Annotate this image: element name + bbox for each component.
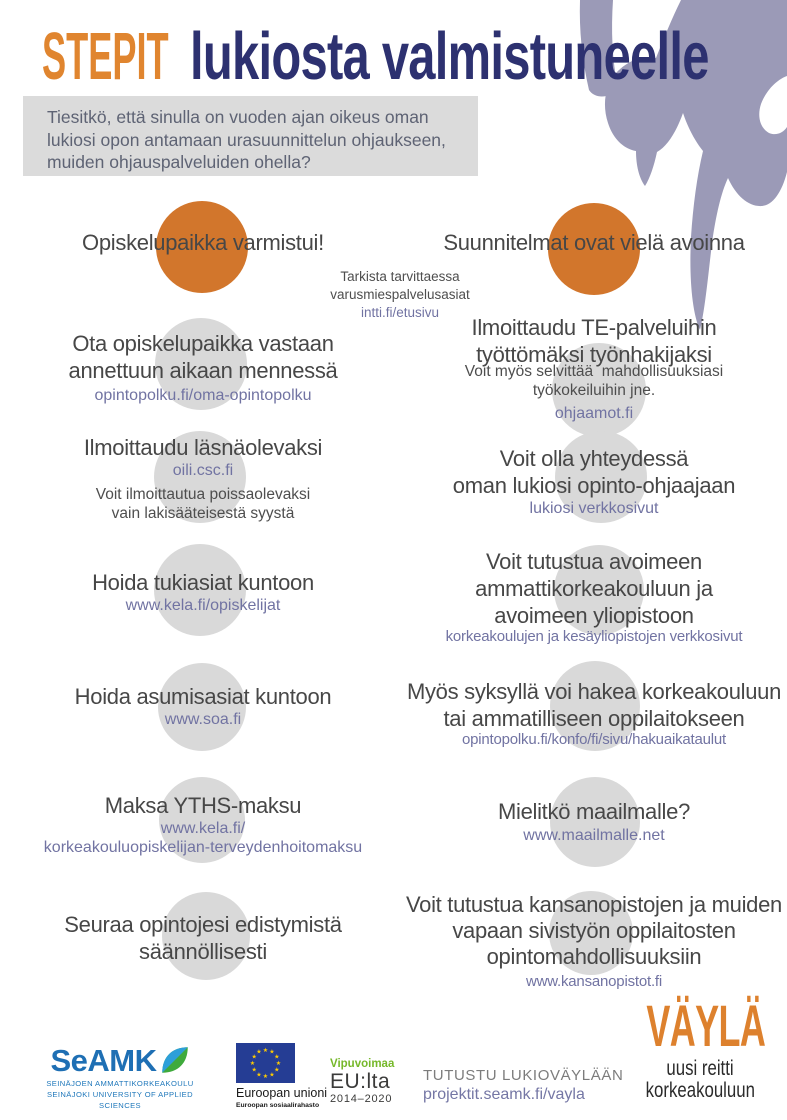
step-heading: tai ammatilliseen oppilaitokseen <box>443 706 745 731</box>
step-heading: Hoida tukiasiat kuntoon <box>92 570 314 595</box>
intro-line: lukiosi opon antamaan urasuunnittelun ohjaukseen, <box>47 129 446 150</box>
svg-text:★: ★ <box>269 1071 275 1079</box>
page-title-rest: lukiosta valmistuneelle <box>190 19 709 94</box>
vipuvoimaa-line1: Vipuvoimaa <box>330 1058 395 1070</box>
page-title-accent: STEPIT <box>42 19 169 94</box>
step-l6 <box>18 792 388 819</box>
step-l1 <box>18 229 388 256</box>
eu-label: Euroopan unioni <box>236 1086 328 1100</box>
link-kela-yths[interactable]: korkeakouluopiskelijan-terveydenhoitomaksu <box>43 839 363 856</box>
seamk-wordmark <box>32 1044 208 1078</box>
step-note: työkokeiluihin jne. <box>532 382 656 399</box>
svg-text:★: ★ <box>269 1048 275 1056</box>
conscript-note <box>310 268 490 303</box>
step-heading: Voit olla yhteydessä <box>499 446 689 471</box>
step-l5 <box>18 683 388 710</box>
step-heading: Mielitkö maailmalle? <box>497 799 691 824</box>
svg-text:★: ★ <box>251 1066 257 1074</box>
step-note: Voit myös selvittää mahdollisuuksiasi <box>464 363 724 380</box>
link-kela-yths[interactable]: www.kela.fi/ <box>160 820 246 837</box>
step-heading: Maksa YTHS-maksu <box>104 793 302 818</box>
step-heading: avoimeen yliopistoon <box>494 603 694 628</box>
intro-line: Tiesitkö, että sinulla on vuoden ajan oikeus oman <box>47 107 429 127</box>
link-vayla-project[interactable]: projektit.seamk.fi/vayla <box>423 1086 585 1103</box>
step-l7 <box>18 911 388 965</box>
vayla-wordmark: VÄYLÄ <box>646 994 766 1059</box>
intro-box <box>23 96 478 176</box>
step-heading: ammattikorkeakouluun ja <box>475 576 713 601</box>
svg-text:★: ★ <box>262 1073 269 1080</box>
tutustu-label: TUTUSTU LUKIOVÄYLÄÄN <box>423 1067 624 1084</box>
step-heading: vapaan sivistyön oppilaitosten <box>452 918 736 943</box>
link-korkeakoulut[interactable]: korkeakoulujen ja kesäyliopistojen verkkosivut <box>445 628 743 645</box>
link-kansanopistot[interactable]: www.kansanopistot.fi <box>525 973 663 990</box>
link-hakuaikataulut[interactable]: opintopolku.fi/konfo/fi/sivu/hakuaikataulut <box>461 731 727 748</box>
step-heading: Myös syksyllä voi hakea korkeakouluun <box>406 679 782 704</box>
step-heading: Voit tutustua kansanopistojen ja muiden <box>405 892 782 917</box>
svg-text:★: ★ <box>274 1053 280 1061</box>
step-l3-link-wrap <box>18 461 388 480</box>
link-lukio-verkkosivut[interactable]: lukiosi verkkosivut <box>529 500 659 517</box>
seamk-leaf-icon <box>160 1045 190 1075</box>
step-note: vain lakisääteisestä syystä <box>111 505 295 522</box>
step-note: Voit ilmoittautua poissaolevaksi <box>95 486 311 503</box>
step-r5-link-wrap <box>394 730 787 749</box>
intro-line: muiden ohjauspalveluiden ohella? <box>47 152 311 172</box>
svg-text:★: ★ <box>256 1048 262 1056</box>
svg-text:★: ★ <box>251 1053 257 1061</box>
link-maailmalle[interactable]: www.maailmalle.net <box>523 827 665 844</box>
step-heading: Voit tutustua avoimeen <box>486 549 702 574</box>
step-r2-link-wrap <box>394 404 787 423</box>
step-heading: annettuun aikaan mennessä <box>68 358 338 383</box>
step-l4-link-wrap <box>18 596 388 615</box>
step-l4 <box>18 569 388 596</box>
step-heading: Hoida asumisasiat kuntoon <box>74 684 332 709</box>
step-l6-link-wrap <box>18 819 388 857</box>
vayla-logo <box>610 996 787 1102</box>
step-l2-link-wrap <box>18 386 388 405</box>
seamk-subtitle-fi: SEINÄJOEN AMMATTIKORKEAKOULU <box>46 1079 194 1088</box>
step-r6 <box>394 798 787 825</box>
svg-text:★: ★ <box>274 1066 280 1074</box>
step-r4 <box>394 548 787 629</box>
link-intti[interactable]: intti.fi/etusivu <box>360 305 440 320</box>
link-oili[interactable]: oili.csc.fi <box>172 462 234 479</box>
vipuvoimaa-line3: 2014–2020 <box>330 1093 393 1105</box>
step-heading: Ilmoittaudu TE-palveluihin <box>471 315 717 340</box>
link-opintopolku[interactable]: opintopolku.fi/oma-opintopolku <box>94 387 312 404</box>
link-kela-opiskelijat[interactable]: www.kela.fi/opiskelijat <box>125 597 281 614</box>
svg-text:★: ★ <box>275 1060 282 1067</box>
seamk-subtitle-en: SEINÄJOKI UNIVERSITY OF APPLIED SCIENCES <box>46 1090 194 1110</box>
seamk-name: SeAMK <box>50 1043 157 1078</box>
step-r7 <box>394 892 787 970</box>
link-soa[interactable]: www.soa.fi <box>164 711 242 728</box>
vipuvoimaa-logo <box>330 1058 394 1105</box>
step-r4-link-wrap <box>394 627 787 646</box>
note-line: varusmiespalvelusasiat <box>330 286 470 302</box>
eu-flag-icon <box>236 1043 295 1083</box>
step-heading: opintomahdollisuuksiin <box>486 944 702 969</box>
step-heading: Ilmoittaudu läsnäolevaksi <box>83 435 323 460</box>
step-r2 <box>394 314 787 368</box>
step-heading: oman lukiosi opinto-ohjaajaan <box>452 473 736 498</box>
seamk-logo <box>32 1044 208 1111</box>
step-r6-link-wrap <box>394 826 787 845</box>
svg-text:★: ★ <box>249 1060 256 1067</box>
step-r1 <box>394 229 787 256</box>
step-heading: Suunnitelmat ovat vielä avoinna <box>443 230 745 255</box>
step-l5-link-wrap <box>18 710 388 729</box>
step-heading: Opiskelupaikka varmistui! <box>82 230 324 255</box>
step-r2-note <box>394 362 787 400</box>
step-r3 <box>394 445 787 499</box>
svg-text:★: ★ <box>262 1047 269 1054</box>
step-l3 <box>18 434 388 461</box>
step-r7-link-wrap <box>394 972 787 991</box>
step-heading: Ota opiskelupaikka vastaan <box>72 331 334 356</box>
step-r5 <box>394 678 787 732</box>
eu-sublabel: Euroopan sosiaalirahasto <box>236 1102 320 1109</box>
step-l3-note <box>18 485 388 523</box>
svg-text:★: ★ <box>256 1071 262 1079</box>
vipuvoimaa-line2: EU:lta <box>330 1070 391 1093</box>
step-r3-link-wrap <box>394 499 787 518</box>
note-line: Tarkista tarvittaessa <box>340 269 460 284</box>
step-heading: Seuraa opintojesi edistymistä <box>64 912 342 937</box>
vayla-tagline1: uusi reitti <box>666 1057 734 1080</box>
step-l2 <box>18 330 388 384</box>
link-ohjaamot[interactable]: ohjaamot.fi <box>554 405 634 422</box>
step-heading: säännöllisesti <box>139 939 267 964</box>
tutustu-block <box>423 1066 623 1105</box>
step-heading: työttömäksi työnhakijaksi <box>476 342 712 367</box>
vayla-tagline2: korkeakouluun <box>645 1079 755 1102</box>
